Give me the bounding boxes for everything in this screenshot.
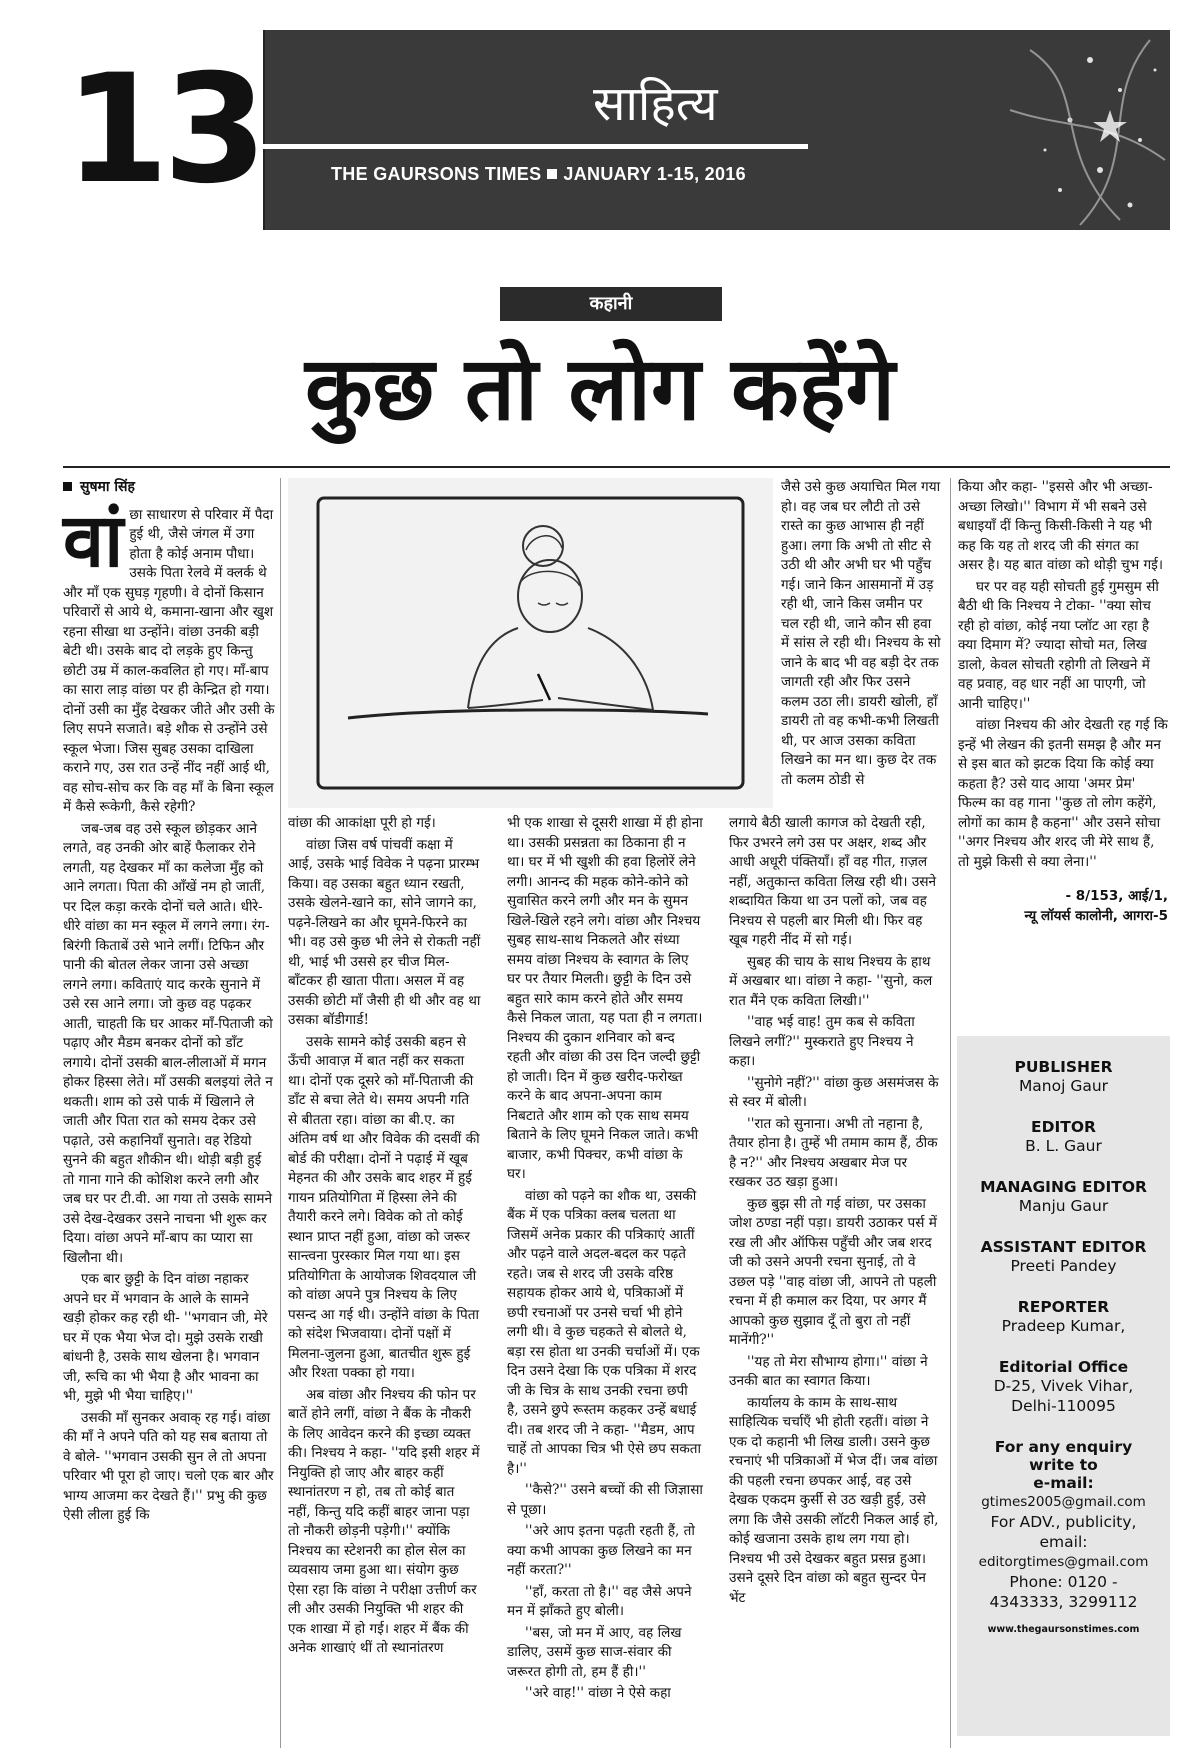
publisher-box [957,1036,1170,1736]
column-divider [280,478,281,1748]
enquiry-email: gtimes2005@gmail.com [981,1494,1146,1510]
square-bullet-icon [547,169,557,179]
adv-line: email: [1039,1533,1088,1551]
paragraph: वांछा निश्चय की ओर देखती रह गई कि इन्हें भी लेखन की इतनी समझ है और मन से इस बात को झटक दिया कि कोई क्या कहता है? उसे याद आया 'अमर प्रेम' फिल्म का वह गाना ''कुछ तो लोग कहेंगे, लोगों का काम है कहना'' और उसने सोचा ''अगर निश्चय और शरद जी मेरे साथ हैं, तो मुझे किसी से क्या लेना।'' [958,717,1168,870]
paragraph: लगाये बैठी खाली कागज को देखती रही, फिर उभरने लगे उस पर अक्षर, शब्द और आधी अधूरी पंक्तियाँ। हाँ वह गीत, ग़ज़ल नहीं, अतुकान्त कविता लिख रही थी। उसने शब्दायित किया था उन पलों को, जब वह निश्चय से पहली बार मिली थी। फिर वह खूब गहरी नींद में सो गई। [729,815,937,948]
paragraph: एक बार छुट्टी के दिन वांछा नहाकर अपने घर में भगवान के आले के सामने खड़ी होकर कह रही थी- ''भगवान जी, मेरे घर में एक भैया भेज दो। मुझे उसके राखी बांधनी है, उसके साथ खेलना है। भगवान जी, रूचि का भी भैया है और भावना का भी, मुझे भी भैया चाहिए।'' [63,1271,268,1404]
page-number: 13 [63,30,265,230]
paragraph: वांछा साधारण से परिवार में पैदा हुई थी, जैसे जंगल में उगा होता है कोई अनाम पौधा। उसके पिता रेलवे में क्लर्क थे और माँ एक सुघड़ गृहणी। वे दोनों किसान परिवारों से आये थे, कमाना-खाना और खुश रहना सीखा था उन्होंने। वांछा उनकी बड़ी बेटी थी। उसके बाद दो लड़के हुए किन्तु छोटी उम्र में काल-कवलित हो गए। माँ-बाप का सारा लाड़ वांछा पर ही केन्द्रित हो गया। दोनों उसी का मुँह देखकर जीते और उसी के लिए सपने सजाते। बड़े शौक से उन्होंने उसे स्कूल भेजा। जिस सुबह उसका दाखिला कराने गए, उस रात उन्हें नींद नहीं आई थी, वह सोच-सोच कर कि वह माँ के बिना स्कूल में कैसे रूकेगी, कैसे रहेगी? [63,497,275,815]
column-4-top [781,478,941,792]
author-name: सुषमा सिंह [80,479,135,495]
paragraph: कार्यालय के काम के साथ-साथ साहित्यिक चर्चाएँ भी होती रहतीं। वांछा ने एक दो कहानी भी लिख डाली। उसने कुछ रचनाएं भी पत्रिकाओं में भेज दीं। जब वांछा की पहली रचना छपकर आई, वह उसे देखक एकदम कुर्सी से उठ खड़ी हुई, उसे लगा कि जैसे उसकी लॉटरी निकल आई हो, कोई खजाना उसके हाथ लग गया हो। निश्चय भी उसे देखकर बहुत प्रसन्न हुआ। उसने दूसरे दिन वांछा को बहुत सुन्दर पेन भेंट [729,1394,939,1606]
paragraph: जब-जब वह उसे स्कूल छोड़कर आने लगते, वह उनकी ओर बाहें फैलाकर रोने लगती, यह देखकर माँ का कलेजा मुँह को आने लगता। पिता की आँखें नम हो जातीं, पर दिल कड़ा करके दोनों चले आते। धीरे-धीरे वांछा का मन स्कूल में लगने लगा। रंग-बिरंगी किताबें उसे भाने लगीं। टिफिन और पानी की बोतल लेकर जाना उसे अच्छा लगने लगा। कविताएं याद करके सुनाने में उसे रस आने लगा। जो कुछ वह पढ़कर आती, चाहती कि घर आकर माँ-पिताजी को पढ़ाए और मैडम बनकर दोनों को डाँट लगाये। दोनों उसकी बाल-लीलाओं में मगन होकर हिस्सा लेते। माँ उसकी बलइयां लेते न थकती। शाम को उसे पार्क में खिलाने ले जाती और पिता रात को समय देकर उसे पढ़ाते, उसे कहानियाँ सुनाते। वह रेडियो सुनने की बहुत शौकीन थी। थोड़ी बड़ी हुई तो गाना गाने की कोशिश करने लगी और जब घर पर टी.वी. आ गया तो उसके सामने उसे देख-देखकर उसने नाचना भी शुरू कर दिया। वांछा अपने माँ-बाप का प्यारा सा खिलौना थी। [63,820,273,1266]
paragraph: ''यह तो मेरा सौभाग्य होगा।'' वांछा ने उनकी बात का स्वागत किया। [729,1353,928,1389]
square-bullet-icon [63,482,72,491]
assistant-editor-label: ASSISTANT EDITOR [980,1238,1147,1256]
paragraph: ''सुनोगे नहीं?'' वांछा कुछ असमंजस के से स्वर में बोली। [729,1074,939,1110]
masthead-rule [263,144,808,149]
assistant-editor-name: Preeti Pandey [1010,1257,1117,1275]
phone-line: 4343333, 3299112 [989,1593,1138,1611]
paragraph: ''वाह भई वाह! तुम कब से कविता लिखने लगीं?'' मुस्कराते हुए निश्चय ने कहा। [729,1014,915,1069]
byline [63,478,275,498]
reporter-name: Pradeep Kumar, [1001,1317,1126,1335]
drop-cap: वां [63,497,124,584]
story-label: कहानी [500,287,722,321]
section-title: साहित्य [593,76,718,132]
masthead-subline [331,164,746,185]
reporter-label: REPORTER [1017,1298,1110,1316]
paragraph: ''अरे वाह!'' वांछा ने ऐसे कहा [525,1685,671,1701]
column-5 [958,478,1168,926]
column-3 [507,814,703,1706]
paragraph: घर पर वह यही सोचती हुई गुमसुम सी बैठी थी कि निश्चय ने टोका- ''क्या सोच रही हो वांछा, कोई नया प्लॉट आ रहा है क्या दिमाग में? ज्यादा सोचो मत, लिख डालो, केवल सोचती रहोगी तो लिखने में वह प्रवाह, वह धार नहीं आ पाएगी, जो आनी चाहिए।'' [958,578,1159,712]
masthead [63,30,1170,230]
editor-label: EDITOR [1031,1118,1096,1136]
header-rule [63,466,1170,468]
phone-line: Phone: 0120 - [1009,1573,1118,1591]
enquiry-label: write to [1029,1456,1098,1474]
publisher-label: PUBLISHER [1014,1058,1113,1076]
paragraph: ''हाँ, करता तो है।'' वह जैसे अपने मन में झाँकते हुए बोली। [507,1583,692,1619]
managing-editor-name: Manju Gaur [1018,1197,1109,1215]
paragraph: अब वांछा और निश्चय की फोन पर बातें होने लगीं, वांछा ने बैंक के नौकरी के लिए आवेदन करने की इच्छा व्यक्त की। निश्चय ने कहा- ''यदि इसी शहर में नियुक्ति हो जाए और बाहर कहीं स्थानांतरण न हो, तब तो कोई बात नहीं, किन्तु यदि कहीं बाहर जाना पड़ा तो नौकरी छोड़नी पड़ेगी।'' क्योंकि निश्चय का स्टेशनरी का होल सेल का व्यवसाय जमा हुआ था। संयोग कुछ ऐसा रहा कि वांछा ने परीक्षा उत्तीर्ण कर ली और उसकी नियुक्ति भी शहर की एक शाखा में हो गई। शहर में बैंक की अनेक शाखाएं थीं तो स्थानांतरण [288,1386,480,1656]
woman-writing-sketch-icon [288,478,773,808]
adv-line: For ADV., publicity, [990,1513,1137,1531]
managing-editor-label: MANAGING EDITOR [980,1178,1147,1196]
paragraph: वांछा जिस वर्ष पांचवीं कक्षा में आई, उसके भाई विवेक ने पढ़ना प्रारम्भ किया। वह उसका बहुत ध्यान रखती, उसके खेलने-खाने का, सोने जागने का, पढ़ने-लिखने का और घूमने-फिरने का भी। वह उसे कुछ भी लेने से रोकती नहीं थी, भाई भी उससे हर चीज मिल-बाँटकर ही खाता पीता। असल में वह उसकी छोटी माँ जैसी ही थी और वह था उसका बॉडीगार्ड! [288,836,481,1028]
paragraph: उसकी माँ सुनकर अवाक् रह गई। वांछा की माँ ने अपने पति को यह सब बताया तो वे बोले- ''भगवान उसकी सुन ले तो अपना परिवार भी पूरा हो जाए। चलो एक बार और भाग्य आजमा कर देखते हैं।'' प्रभु की कुछ ऐसी लीला हुई कि [63,1409,274,1523]
paragraph: उसके सामने कोई उसकी बहन से ऊँची आवाज़ में बात नहीं कर सकता था। दोनों एक दूसरे को माँ-पिताजी की डाँट से बचा लेते थे। समय अपनी गति से बीतता रहा। वांछा का बी.ए. का अंतिम वर्ष था और विवेक की दसवीं की बोर्ड की परीक्षा। दोनों ने पढ़ाई में खूब मेहनत की और उसके बाद शहर में हुई गायन प्रतियोगिता में हिस्सा लेने की तैयारी करने लगे। विवेक को तो कोई स्थान प्राप्त नहीं हुआ, वांछा को जरूर सान्त्वना पुरस्कार मिल गया था। इस प्रतियोगिता के आयोजक शिवदयाल जी को वांछा अपने पुत्र निश्चय के लिए पसन्द आ गई थी। उन्होंने वांछा के पिता को संदेश भिजवाया। दोनों पक्षों में मिलना-जुलना हुआ, बातचीत शुरू हुई और रिश्ता पक्का हो गया। [288,1033,480,1381]
publisher-name: Manoj Gaur [1018,1077,1109,1095]
website: www.thegaursonstimes.com [987,1624,1140,1635]
star-ornament-icon [970,30,1170,230]
column-1 [63,478,275,1528]
story-illustration [288,478,773,808]
column-4 [729,814,941,1610]
enquiry-label: For any enquiry [994,1438,1133,1456]
column-divider [950,478,951,1748]
paragraph: वांछा को पढ़ने का शौक था, उसकी बैंक में एक पत्रिका क्लब चलता था जिसमें अनेक प्रकार की पत्रिकाएं आतीं और पढ़ने वाले अदल-बदल कर पढ़ते रहते। जब से शरद जी उसके वरिष्ठ सहायक होकर आये थे, पत्रिकाओं में छपी रचनाओं पर उनसे चर्चा भी होने लगी थी। वे कुछ चहकते से बोलते थे, बड़ा रस होता था उनकी चर्चाओं में। एक दिन उसने देखा कि एक पत्रिका में शरद जी के चित्र के साथ उनकी रचना छपी है, उसने छुपे रूस्तम कहकर उन्हें बधाई दी। तब शरद जी ने कहा- ''मैडम, आप चाहें तो आपका चित्र भी ऐसे छप सकता है।'' [507,1187,702,1477]
office-address-line: D-25, Vivek Vihar, [993,1377,1134,1395]
publication-name: THE GAURSONS TIMES [331,164,542,184]
headline: कुछ तो लोग कहेंगे [305,337,895,440]
issue-date: JANUARY 1-15, 2016 [563,164,746,184]
paragraph: ''कैसे?'' उसने बच्चों की सी जिज्ञासा से पूछा। [507,1482,703,1518]
paragraph: सुबह की चाय के साथ निश्चय के हाथ में अखबार था। वांछा ने कहा- ''सुनो, कल रात मैंने एक कविता लिखी।'' [729,953,933,1009]
paragraph: भी एक शाखा से दूसरी शाखा में ही होना था। उसकी प्रसन्नता का ठिकाना ही न था। घर में भी खुशी की हवा हिलोरें लेने लगी। आनन्द की महक कोने-कोने को सुवासित करने लगी और मन के सुमन खिले-खिले रहने लगे। वांछा और निश्चय सुबह साथ-साथ निकलते और संध्या समय वांछा निश्चय के स्वागत के लिए घर पर तैयार मिलती। छुट्टी के दिन उसे बहुत सारे काम करने होते और समय कैसे निकल जाता, यह पता ही न लगता। निश्चय की दुकान शनिवार को बन्द रहती और वांछा की उस दिन जल्दी छुट्टी हो जाती। दिन में कुछ खरीद-फरोख्त करने के बाद अपना-अपना काम निबटाते और शाम को एक साथ समय बिताने के लिए घूमने निकल जाते। कभी बाजार, कभी पिक्चर, कभी वांछा के घर। [507,815,703,1182]
paragraph: वांछा की आकांक्षा पूरी हो गई। [288,815,436,831]
paragraph: कुछ बुझ सी तो गई वांछा, पर उसका जोश ठण्डा नहीं पड़ा। डायरी उठाकर पर्स में रख ली और ऑफिस पहुँची और जब शरद जी को उसने अपनी रचना सुनाई, तो वे उछल पड़े ''वाह वांछा जी, आपने तो पहली रचना में ही कमाल कर दिया, पर अगर मैं आपको कुछ सुझाव दूँ तो बुरा तो नहीं मानेंगी?'' [729,1195,937,1348]
paragraph: किया और कहा- ''इससे और भी अच्छा-अच्छा लिखो।'' विभाग में भी सबने उसे बधाइयाँ दीं किन्तु किसी-किसी ने यह भी कह कि यह तो शरद जी की संगत का असर है। यह बात वांछा को थोड़ी चुभ गई। [958,479,1163,573]
author-address: - 8/153, आई/1, न्यू लॉयर्स कालोनी, आगरा-5 [1024,888,1168,924]
paragraph: ''अरे आप इतना पढ़ती रहती हैं, तो क्या कभी आपका कुछ लिखने का मन नहीं करता?'' [507,1523,695,1578]
office-address-line: Delhi-110095 [1011,1397,1116,1415]
office-label: Editorial Office [998,1358,1129,1376]
enquiry-label: e-mail: [1033,1474,1094,1492]
paragraph: जैसे उसे कुछ अयाचित मिल गया हो। वह जब घर लौटी तो उसे रास्ते का कुछ आभास ही नहीं हुआ। लगा कि अभी तो सीट से उठी थी और अभी घर भी पहुँच गई। जाने किन आसमानों में उड़ रही थी, जाने किस जमीन पर चल रही थी, जाने कौन सी हवा में सांस ले रही थी। निश्चय के सो जाने के बाद भी वह बड़ी देर तक जागती रही और फिर उसने कलम उठा ली। डायरी खोली, हाँ डायरी तो वह कभी-कभी लिखती थी, पर आज उसका कविता लिखने का मन था। कुछ देर तक तो कलम ठोडी से [781,479,941,788]
paragraph: ''रात को सुनाना। अभी तो नहाना है, तैयार होना है। तुम्हें भी तमाम काम हैं, ठीक है न?'' और निश्चय अखबार मेज पर रखकर उठ खड़ा हुआ। [729,1115,938,1190]
column-2 [288,814,481,1661]
adv-email: editorgtimes@gmail.com [978,1554,1149,1570]
editor-name: B. L. Gaur [1025,1137,1102,1155]
paragraph: ''बस, जो मन में आए, वह लिख डालिए, उसमें कुछ साज-संवार की जरूरत होगी तो, हम हैं ही।'' [507,1624,682,1680]
